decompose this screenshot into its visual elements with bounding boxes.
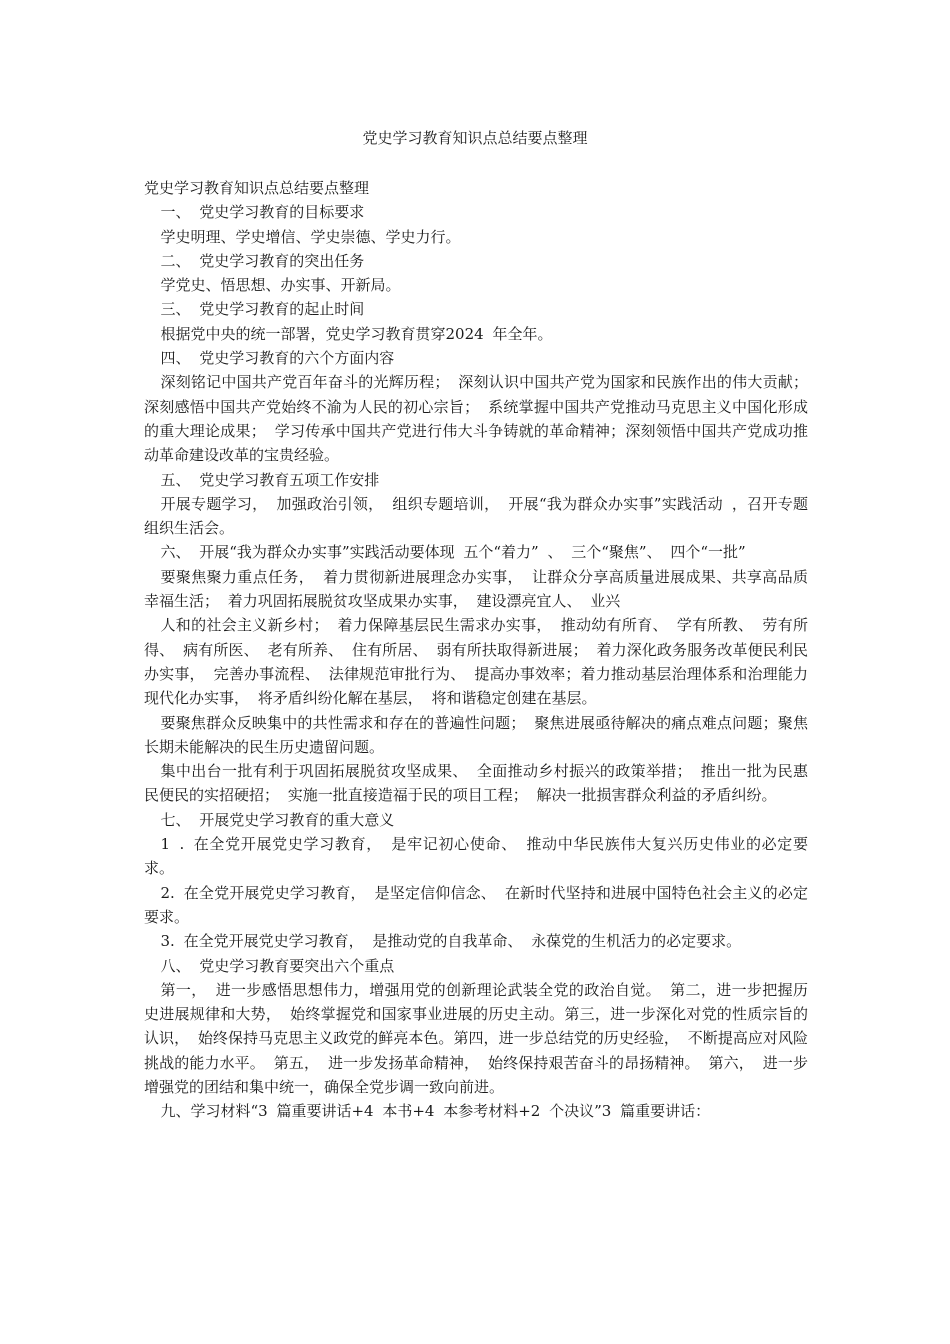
page-title: 党史学习教育知识点总结要点整理	[362, 129, 588, 147]
paragraph-list	[144, 200, 808, 1123]
section-heading: 七、 开展党史学习教育的重大意义	[160, 810, 395, 829]
section-heading: 四、 党史学习教育的六个方面内容	[160, 349, 395, 368]
body-paragraph: 深刻铭记中国共产党百年奋斗的光辉历程； 深刻认识中国共产党为国家和民族作出的伟大贡献； 深刻感悟中国共产党始终不渝为人民的初心宗旨； 系统掌握中国共产党推动马克思主义中国化形成的重大理论成果； 学习传承中国共产党进行伟大斗争铸就的革命精神；深刻领悟中国共产党成功推动革命建设改革的宝贵经验。	[144, 373, 808, 465]
body-paragraph: 第一， 进一步感悟思想伟力，增强用党的创新理论武装全党的政治自觉。 第二，进一步把握历史进展规律和大势， 始终掌握党和国家事业进展的历史主动。第三，进一步深化对党的性质宗旨的认识， 始终保持马克思主义政党的鲜亮本色。第四，进一步总结党的历史经验， 不断提高应对风险挑战的能力水平。 第五， 进一步发扬革命精神， 始终保持艰苦奋斗的昂扬精神。 第六， 进一步增强党的团结和集中统一，确保全党步调一致向前进。	[144, 980, 808, 1096]
body-paragraph: 学党史、悟思想、办实事、开新局。	[160, 276, 401, 295]
body-paragraph: 根据党中央的统一部署，党史学习教育贯穿2024 年全年。	[160, 324, 553, 343]
body-paragraph: 1 . 在全党开展党史学习教育， 是牢记初心使命、 推动中华民族伟大复兴历史伟业的必定要求。	[144, 835, 808, 878]
section-heading: 五、 党史学习教育五项工作安排	[160, 470, 380, 489]
body-paragraph: 3. 在全党开展党史学习教育， 是推动党的自我革命、 永葆党的生机活力的必定要求。	[160, 932, 742, 951]
body-paragraph: 学史明理、学史增信、学史崇德、学史力行。	[160, 227, 461, 246]
body-paragraph: 集中出台一批有利于巩固拓展脱贫攻坚成果、 全面推动乡村振兴的政策举措； 推出一批为民惠民便民的实招硬招； 实施一批直接造福于民的项目工程； 解决一批损害群众利益的矛盾纠纷。	[144, 762, 808, 805]
section-heading: 三、 党史学习教育的起止时间	[160, 300, 365, 319]
body-paragraph: 2. 在全党开展党史学习教育， 是坚定信仰信念、 在新时代坚持和进展中国特色社会主义的必定要求。	[144, 883, 808, 926]
body-paragraph: 要聚焦群众反映集中的共性需求和存在的普遍性问题； 聚焦进展亟待解决的痛点难点问题；聚焦长期未能解决的民生历史遗留问题。	[144, 713, 808, 756]
body-paragraph: 九、学习材料“3 篇重要讲话+4 本书+4 本参考材料+2 个决议”3 篇重要讲话：	[160, 1102, 711, 1121]
document-heading: 党史学习教育知识点总结要点整理	[144, 179, 370, 197]
document-body	[144, 176, 808, 1124]
section-heading: 八、 党史学习教育要突出六个重点	[160, 956, 395, 975]
section-heading: 六、 开展“我为群众办实事”实践活动要体现 五个“着力” 、 三个“聚焦”、 四个“一批”	[160, 543, 746, 562]
body-paragraph: 开展专题学习， 加强政治引领， 组织专题培训， 开展“我为群众办实事”实践活动 ，召开专题组织生活会。	[144, 494, 808, 538]
section-heading: 一、 党史学习教育的目标要求	[160, 203, 365, 222]
body-paragraph: 要聚焦聚力重点任务， 着力贯彻新进展理念办实事， 让群众分享高质量进展成果、共享高品质幸福生活； 着力巩固拓展脱贫攻坚成果办实事， 建设漂亮宜人、 业兴	[144, 567, 808, 611]
body-paragraph: 人和的社会主义新乡村； 着力保障基层民生需求办实事， 推动幼有所育、 学有所教、 劳有所得、 病有所医、 老有所养、 住有所居、 弱有所扶取得新进展； 着力深化政务服务改革便民利民办实事， 完善办事流程、 法律规范审批行为、 提高办事效率；着力推动基层治理体系和治理能力现代化办实事， 将矛盾纠纷化解在基层， 将和谐稳定创建在基层。	[144, 616, 808, 708]
section-heading: 二、 党史学习教育的突出任务	[160, 251, 365, 270]
